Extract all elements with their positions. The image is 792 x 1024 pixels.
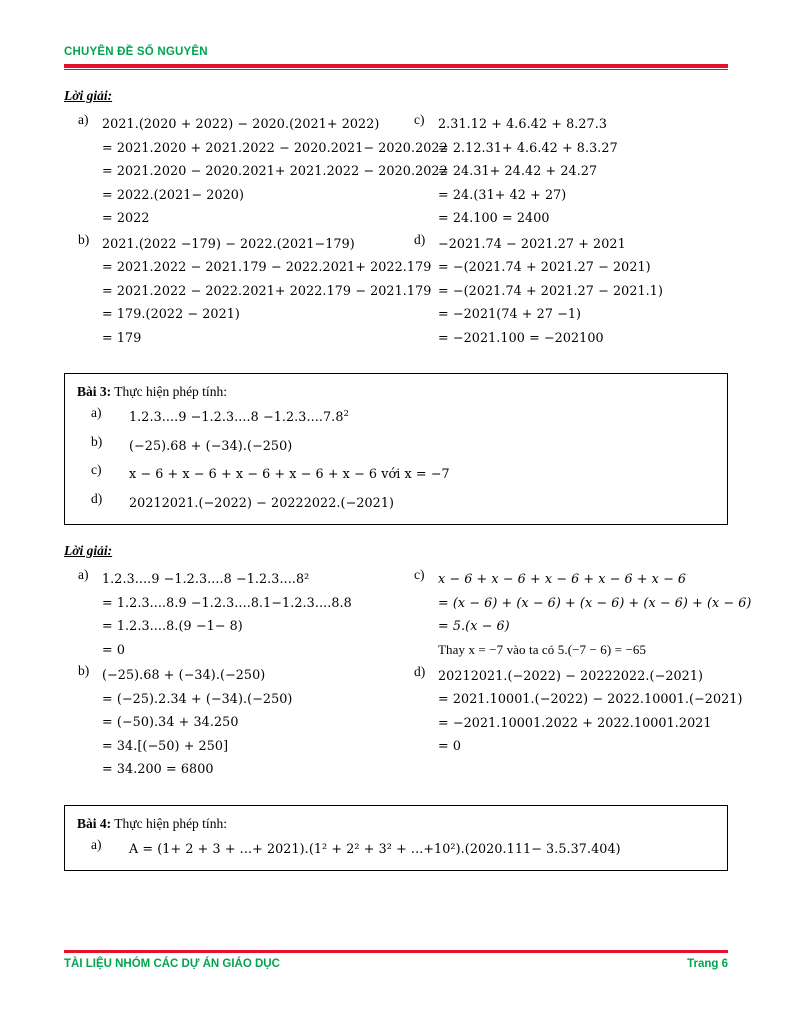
- item-body: [129, 462, 715, 486]
- item-marker: d): [91, 490, 103, 506]
- item-body: [102, 567, 396, 661]
- math-line: = 179: [102, 329, 142, 345]
- math-line: = 2021.2022 − 2021.179 − 2022.2021+ 2022.179: [102, 259, 432, 274]
- list-item: [77, 837, 715, 861]
- solution-1-left-column: [64, 112, 448, 351]
- footer-rule: [64, 950, 728, 953]
- header-title: CHUYÊN ĐỀ SỐ NGUYÊN: [64, 46, 208, 58]
- list-item: [414, 232, 728, 350]
- math-line: = −2021(74 + 27 −1): [438, 306, 582, 321]
- math-line: = −(2021.74 + 2021.27 − 2021.1): [438, 282, 664, 298]
- math-line: = −2021.100 = −202100: [438, 329, 604, 345]
- math-line: 20212021.(−2022) − 20222022.(−2021): [438, 667, 704, 683]
- page-number: Trang 6: [687, 958, 728, 970]
- math-line: = (−25).2.34 + (−34).(−250): [102, 690, 293, 706]
- math-text: 1.2.3....9 −1.2.3....8 −1.2.3....7.8: [129, 409, 344, 424]
- exercise-title-text: Thực hiện phép tính:: [111, 384, 227, 399]
- math-line: = 179.(2022 − 2021): [102, 306, 240, 321]
- item-body: [438, 112, 728, 230]
- math-line: [129, 405, 715, 429]
- header-rule: [64, 64, 728, 68]
- math-line: 2.31.12 + 4.6.42 + 8.27.3: [438, 116, 608, 131]
- math-line: = 0: [102, 641, 126, 657]
- item-body: [438, 664, 743, 758]
- math-line: = 1.2.3....8.(9 −1− 8): [102, 618, 243, 633]
- math-line: = 2.12.31+ 4.6.42 + 8.3.27: [438, 139, 618, 155]
- item-body: [438, 567, 751, 662]
- list-item: [77, 462, 715, 486]
- math-line: = 24.(31+ 42 + 27): [438, 186, 567, 202]
- exercise-box-bai-4: [64, 805, 728, 872]
- item-marker: b): [78, 663, 90, 678]
- list-item: [77, 491, 715, 515]
- item-marker: a): [78, 567, 89, 582]
- list-item: [414, 112, 728, 230]
- solution-label-1: Lời giải:: [64, 88, 113, 103]
- item-marker: c): [91, 462, 102, 477]
- math-line: = 2022: [102, 210, 150, 225]
- solution-2-columns: [64, 567, 752, 783]
- math-line: = 2021.2020 + 2021.2022 − 2020.2021− 2020.2022: [102, 139, 448, 155]
- item-body: [102, 663, 396, 781]
- item-marker: b): [78, 231, 90, 247]
- footer-row: [64, 958, 728, 970]
- item-body: [129, 434, 715, 458]
- math-line: = (x − 6) + (x − 6) + (x − 6) + (x − 6) + (x − 6): [438, 594, 752, 610]
- math-line: = 2021.2022 − 2022.2021+ 2022.179 − 2021.179: [102, 282, 432, 298]
- list-item: [78, 567, 396, 661]
- exercise-number: Bài 4:: [77, 815, 112, 831]
- math-line: = 24.100 = 2400: [438, 210, 550, 225]
- math-line: 2021.(2022 −179) − 2022.(2021−179): [102, 235, 355, 251]
- math-line: = 1.2.3....8.9 −1.2.3....8.1−1.2.3....8.8: [102, 594, 352, 610]
- item-marker: d): [414, 231, 426, 247]
- math-line: = 34.200 = 6800: [102, 761, 214, 776]
- item-marker: c): [414, 112, 425, 127]
- math-line: x − 6 + x − 6 + x − 6 + x − 6 + x − 6 với x = −7: [129, 466, 450, 481]
- item-marker: b): [91, 433, 103, 449]
- math-line: = 0: [438, 738, 462, 754]
- math-line: 20212021.(−2022) − 20222022.(−2021): [129, 494, 395, 510]
- solution-1-columns: [64, 112, 728, 351]
- item-marker: a): [78, 112, 89, 127]
- item-body: [129, 405, 715, 429]
- exercise-title: [77, 816, 715, 832]
- item-marker: d): [414, 663, 426, 679]
- math-line: 1.2.3....9 −1.2.3....8 −1.2.3....8²: [102, 571, 310, 586]
- list-item: [78, 663, 396, 781]
- math-line: = 34.[(−50) + 250]: [102, 737, 229, 753]
- list-item: [77, 405, 715, 429]
- math-line: = −2021.10001.2022 + 2022.10001.2021: [438, 714, 712, 730]
- item-body: [438, 232, 728, 350]
- item-marker: a): [91, 405, 102, 420]
- solution-1-right-column: [396, 112, 728, 351]
- list-item: [77, 434, 715, 458]
- exercise-box-bai-3: [64, 373, 728, 525]
- solution-2-left-column: [64, 567, 396, 783]
- item-body: [129, 837, 715, 861]
- math-line: = −(2021.74 + 2021.27 − 2021): [438, 259, 651, 274]
- page-header: [64, 0, 728, 70]
- exercise-title: [77, 384, 715, 400]
- math-line: = 2021.10001.(−2022) − 2022.10001.(−2021): [438, 691, 743, 707]
- math-line: (−25).68 + (−34).(−250): [102, 667, 266, 682]
- math-line: = 2022.(2021− 2020): [102, 186, 245, 202]
- math-line: = 24.31+ 24.42 + 24.27: [438, 163, 598, 178]
- list-item: [78, 231, 432, 350]
- math-line: = 5.(x − 6): [438, 618, 510, 633]
- exercise-number: Bài 3:: [77, 384, 112, 399]
- exercise-title-text: Thực hiện phép tính:: [111, 815, 227, 831]
- item-body: [102, 232, 431, 350]
- math-line: = 2021.2020 − 2020.2021+ 2021.2022 − 2020.2022: [102, 163, 448, 178]
- solution-2-right-column: [396, 567, 752, 783]
- math-exponent: 2: [343, 408, 350, 419]
- math-line: 2021.(2020 + 2022) − 2020.(2021+ 2022): [102, 116, 380, 131]
- math-line: Thay x = −7 vào ta có 5.(−7 − 6) = −65: [438, 641, 647, 657]
- footer-left-text: TÀI LIỆU NHÓM CÁC DỰ ÁN GIÁO DỤC: [64, 958, 280, 970]
- header-rule-thin: [64, 69, 728, 70]
- math-line: A = (1+ 2 + 3 + ...+ 2021).(1² + 2² + 3² + ...+10²).(2020.111− 3.5.37.404): [129, 840, 621, 856]
- list-item: [78, 112, 448, 230]
- item-body: [129, 491, 715, 515]
- list-item: [414, 567, 752, 662]
- solution-label-2: Lời giải:: [64, 543, 113, 558]
- page-footer: [64, 950, 728, 970]
- math-line: −2021.74 − 2021.27 + 2021: [438, 235, 626, 251]
- math-line: (−25).68 + (−34).(−250): [129, 437, 293, 453]
- math-line: x − 6 + x − 6 + x − 6 + x − 6 + x − 6: [438, 571, 687, 586]
- item-marker: c): [414, 567, 425, 582]
- list-item: [414, 663, 743, 758]
- math-line: = (−50).34 + 34.250: [102, 714, 239, 729]
- item-marker: a): [91, 836, 102, 852]
